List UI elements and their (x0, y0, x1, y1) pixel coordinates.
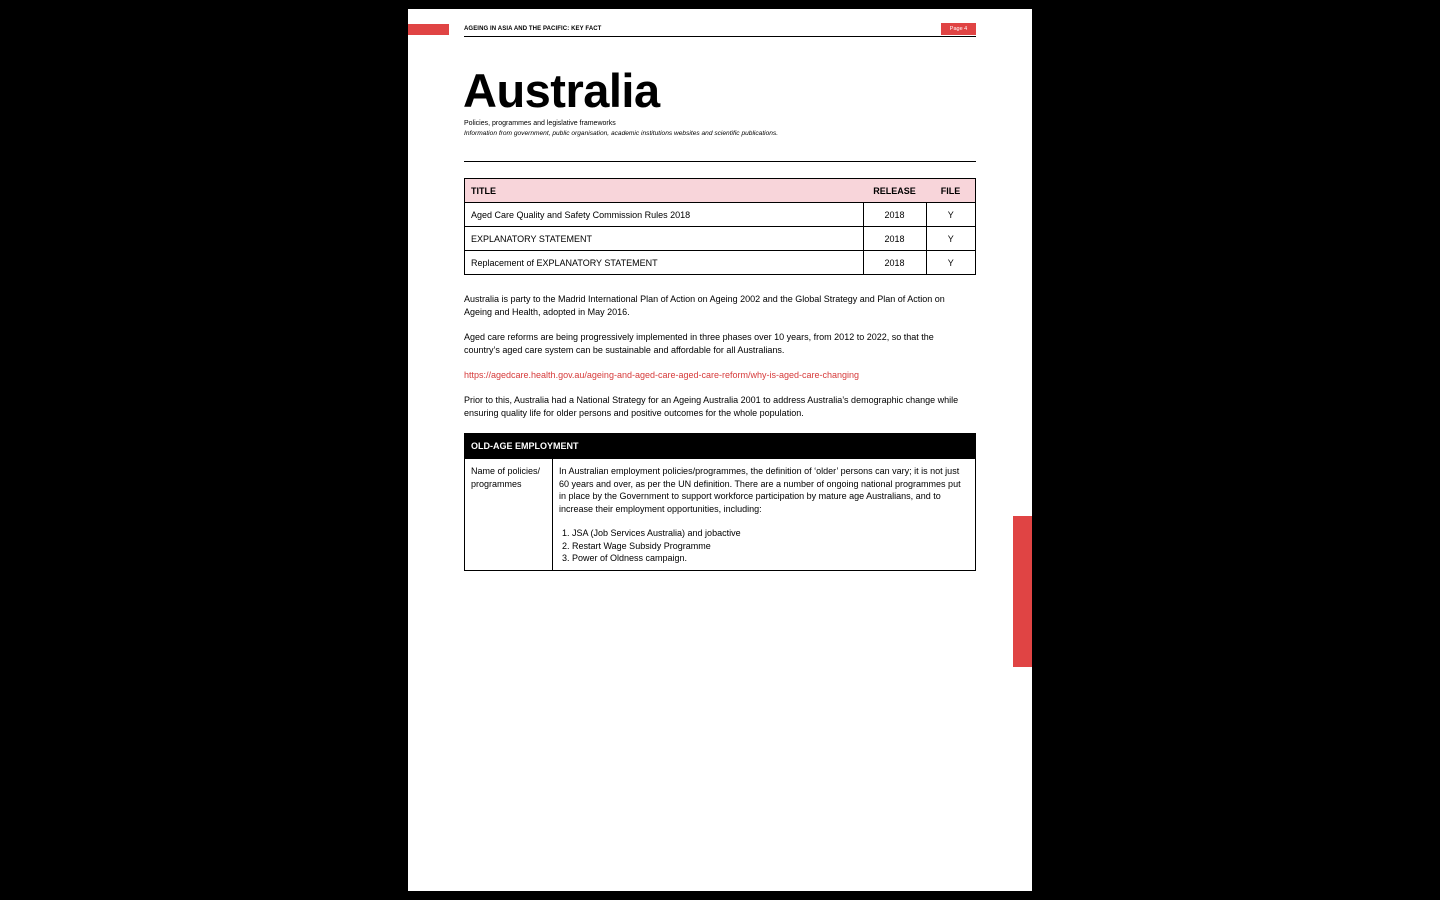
doc-title-cell: EXPLANATORY STATEMENT (465, 227, 864, 251)
list-item: 3. Power of Oldness campaign. (572, 552, 969, 565)
paragraph-aged-care-reforms: Aged care reforms are being progressively implemented in three phases over 10 years, from 2012 to 2022, so that the country’s aged care system can be sustainable and affordable for all Australians. (464, 332, 934, 355)
subtitle: Policies, programmes and legislative frameworks (464, 120, 616, 127)
policies-label-cell: Name of policies/ programmes (465, 459, 553, 571)
table-row (465, 459, 976, 571)
table-header-row (465, 179, 976, 203)
policies-description-cell (553, 459, 976, 571)
document-page (408, 9, 1032, 891)
table-row (465, 203, 976, 227)
list-item: 1. JSA (Job Services Australia) and jobactive (572, 527, 969, 540)
doc-file-cell: Y (926, 251, 976, 275)
page-number-badge: Page 4 (941, 23, 976, 35)
paragraph-madrid-plan: Australia is party to the Madrid International Plan of Action on Ageing 2002 and the Global Strategy and Plan of Action on Ageing and Health, adopted in May 2016. (464, 294, 945, 317)
subtitle-note: Information from government, public organisation, academic institutions websites and scientific publications. (464, 130, 779, 137)
doc-release-cell: 2018 (863, 203, 926, 227)
column-header-title: TITLE (465, 179, 864, 203)
paragraph-national-strategy: Prior to this, Australia had a National Strategy for an Ageing Australia 2001 to address Australia’s demographic change while ensuring quality life for older persons and positive outcomes for the whole population. (464, 395, 959, 418)
programme-list (559, 527, 969, 565)
running-title: AGEING IN ASIA AND THE PACIFIC: KEY FACT (464, 26, 602, 32)
column-header-release: RELEASE (863, 179, 926, 203)
running-header (464, 23, 976, 37)
doc-title-cell: Replacement of EXPLANATORY STATEMENT (465, 251, 864, 275)
side-color-tab-top (408, 24, 449, 35)
doc-title-cell: Aged Care Quality and Safety Commission Rules 2018 (465, 203, 864, 227)
aged-care-reform-link[interactable]: https://agedcare.health.gov.au/ageing-and-aged-care-aged-care-reform/why-is-aged-care-changing (464, 370, 860, 380)
doc-release-cell: 2018 (863, 227, 926, 251)
side-color-tab-right (1013, 516, 1032, 667)
list-item: 2. Restart Wage Subsidy Programme (572, 540, 969, 553)
employment-table (464, 433, 976, 571)
documents-table (464, 178, 976, 275)
doc-file-cell: Y (926, 203, 976, 227)
doc-release-cell: 2018 (863, 251, 926, 275)
table-row (465, 227, 976, 251)
divider (464, 161, 976, 162)
column-header-file: FILE (926, 179, 976, 203)
table-row (465, 251, 976, 275)
employment-table-heading: OLD-AGE EMPLOYMENT (465, 434, 976, 459)
policies-description: In Australian employment policies/programmes, the definition of ‘older’ persons can vary; it is not just 60 years and over, as per the UN definition. There are a number of ongoing national programmes put in place by the Government to support workforce participation by mature age Australians, and to increase their employment opportunities, including: (559, 466, 961, 514)
page-title: Australia (463, 64, 660, 117)
doc-file-cell: Y (926, 227, 976, 251)
